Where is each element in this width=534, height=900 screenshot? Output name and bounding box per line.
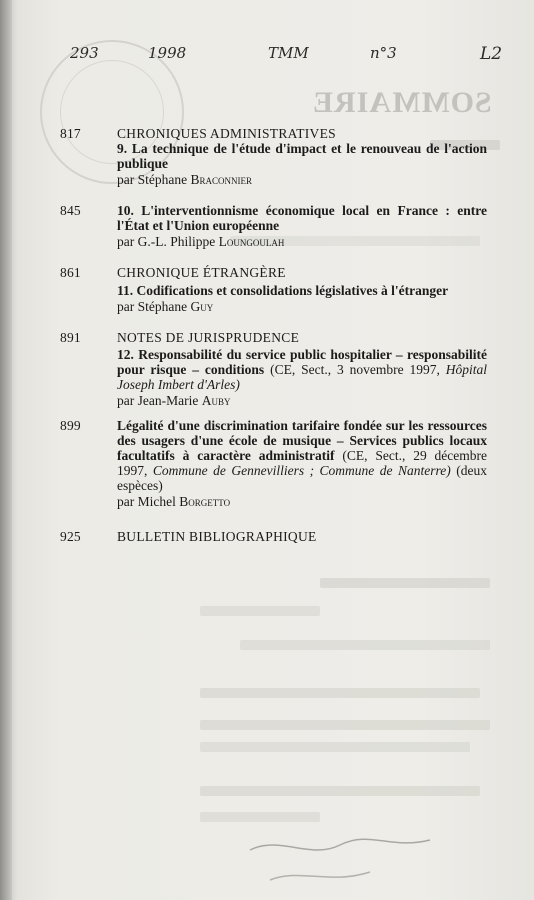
show-through-title: SOMMAIRE [312, 86, 492, 119]
author [117, 172, 487, 187]
handwritten-issue: n°3 [370, 44, 397, 62]
article-title-text: L'interventionnisme économique local en France : entre l'État et l'Union européenne [117, 203, 488, 233]
article-number: 10. [117, 203, 134, 218]
show-through-line [200, 688, 480, 698]
article-title [117, 347, 487, 392]
show-through-line [200, 720, 490, 730]
article-number: 11. [117, 283, 134, 298]
article-number: 12. [117, 347, 134, 362]
section-heading: CHRONIQUES ADMINISTRATIVES [117, 126, 336, 141]
author-prefix: par Stéphane [117, 172, 188, 187]
page-number: 817 [60, 126, 81, 141]
show-through-line [200, 786, 480, 796]
show-through-line [200, 606, 320, 616]
author-prefix: par Jean-Marie [117, 393, 199, 408]
author [117, 234, 487, 249]
article-title-text: La technique de l'étude d'impact et le renouveau de l'action publique [117, 141, 488, 171]
author-surname: Auby [201, 393, 231, 408]
case-note: (deux espèces) [117, 463, 488, 493]
article-title [117, 283, 487, 298]
faint-scribble [240, 830, 440, 890]
show-through-line [200, 812, 320, 822]
handwritten-annotation: 293 [70, 44, 99, 62]
case-reference: (CE, Sect., 3 novembre 1997, [270, 362, 440, 377]
author-surname: Braconnier [190, 172, 252, 187]
author-surname: Guy [190, 299, 214, 314]
handwritten-mark: L2 [480, 44, 503, 64]
author [117, 299, 487, 314]
author-surname: Borgetto [179, 494, 231, 509]
article-number: 9. [117, 141, 128, 156]
author-surname: Loungoulah [218, 234, 285, 249]
author-prefix: par Michel [117, 494, 176, 509]
page-number: 861 [60, 265, 81, 280]
article-title [117, 141, 487, 171]
author [117, 494, 487, 509]
article-title [117, 203, 487, 233]
page-number: 899 [60, 418, 81, 433]
author-prefix: par Stéphane [117, 299, 188, 314]
show-through-line [200, 742, 470, 752]
show-through-line [320, 578, 490, 588]
article-title-text: Responsabilité du service public hospitalier – responsabilité pour risque – conditions [117, 347, 488, 377]
binding-edge [0, 0, 12, 900]
article-title-text: Légalité d'une discrimination tarifaire fondée sur les ressources des usagers d'une école de musique – Services publics locaux facultatifs à caractère administratif [117, 418, 487, 463]
show-through-line [240, 640, 490, 650]
section-heading: BULLETIN BIBLIOGRAPHIQUE [117, 529, 317, 544]
article-title [117, 418, 487, 493]
section-heading: NOTES DE JURISPRUDENCE [117, 330, 300, 345]
handwritten-year: 1998 [148, 44, 187, 62]
page-number: 925 [60, 529, 81, 544]
page-number: 845 [60, 203, 81, 218]
case-name: Commune de Gennevilliers ; Commune de Nanterre) [152, 463, 451, 478]
handwritten-title: TMM [268, 44, 309, 62]
author [117, 393, 487, 408]
article-title-text: Codifications et consolidations législatives à l'étranger [136, 283, 449, 298]
page-number: 891 [60, 330, 81, 345]
case-reference: (CE, Sect., 29 décembre 1997, [117, 448, 488, 478]
section-heading: CHRONIQUE ÉTRANGÈRE [117, 265, 286, 280]
case-name: Hôpital Joseph Imbert d'Arles) [117, 362, 487, 392]
author-prefix: par G.-L. Philippe [117, 234, 216, 249]
